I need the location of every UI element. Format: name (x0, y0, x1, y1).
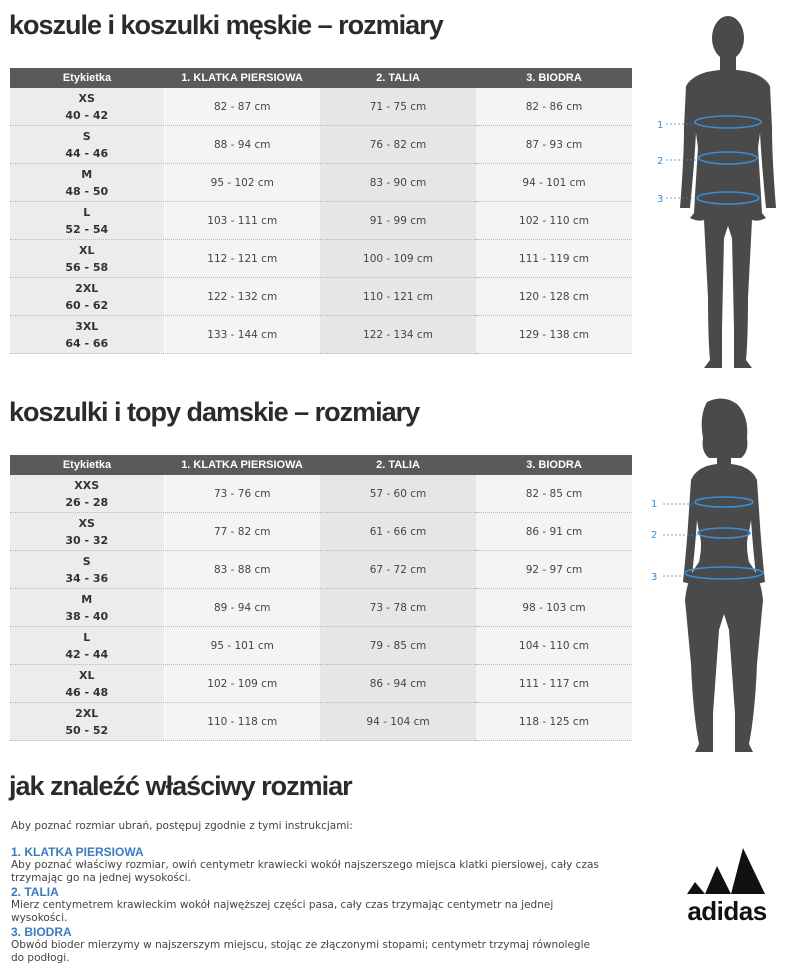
table-row (10, 475, 632, 513)
chest-cell: 73 - 76 cm (164, 475, 320, 513)
size-label-cell (10, 88, 164, 126)
size-eu: 30 - 32 (65, 533, 109, 547)
hips-cell: 118 - 125 cm (476, 703, 632, 741)
hips-cell: 82 - 86 cm (476, 88, 632, 126)
men-size-title: koszule i koszulki męskie – rozmiary (9, 10, 443, 40)
waist-cell: 94 - 104 cm (320, 703, 476, 741)
size-code: XS (78, 91, 95, 105)
hips-cell: 111 - 117 cm (476, 665, 632, 703)
hips-cell: 86 - 91 cm (476, 513, 632, 551)
size-label-cell (10, 316, 164, 354)
size-eu: 34 - 36 (65, 571, 109, 585)
women-size-table (10, 455, 632, 741)
chest-cell: 103 - 111 cm (164, 202, 320, 240)
size-code: 3XL (75, 319, 99, 333)
step-label-hips: 3. BIODRA (11, 925, 72, 939)
waist-cell: 73 - 78 cm (320, 589, 476, 627)
table-row (10, 240, 632, 278)
waist-cell: 110 - 121 cm (320, 278, 476, 316)
step-text-chest: Aby poznać właściwy rozmiar, owiń centymetr krawiecki wokół najszerszego miejsca klatki piersiowej, cały czas trzymając go na jednej wysokości. (11, 859, 599, 884)
size-label-cell (10, 240, 164, 278)
size-code: S (82, 129, 91, 143)
waist-cell: 91 - 99 cm (320, 202, 476, 240)
step-label-chest: 1. KLATKA PIERSIOWA (11, 845, 144, 859)
logo-wordmark: adidas (687, 896, 767, 926)
waist-cell: 100 - 109 cm (320, 240, 476, 278)
chest-cell: 110 - 118 cm (164, 703, 320, 741)
col-header-chest: 1. KLATKA PIERSIOWA (164, 68, 320, 88)
hips-cell: 120 - 128 cm (476, 278, 632, 316)
table-row (10, 589, 632, 627)
waist-cell: 61 - 66 cm (320, 513, 476, 551)
waist-cell: 86 - 94 cm (320, 665, 476, 703)
size-eu: 52 - 54 (65, 222, 109, 236)
col-header-waist: 2. TALIA (320, 68, 476, 88)
table-row (10, 316, 632, 354)
chest-cell: 88 - 94 cm (164, 126, 320, 164)
table-row (10, 164, 632, 202)
size-label-cell (10, 513, 164, 551)
size-label-cell (10, 164, 164, 202)
size-eu: 56 - 58 (65, 260, 109, 274)
size-eu: 42 - 44 (65, 647, 109, 661)
size-code: XL (79, 243, 95, 257)
table-row (10, 88, 632, 126)
chest-cell: 112 - 121 cm (164, 240, 320, 278)
guide-intro: Aby poznać rozmiar ubrań, postępuj zgodnie z tymi instrukcjami: (11, 820, 353, 832)
chest-cell: 95 - 102 cm (164, 164, 320, 202)
waist-cell: 67 - 72 cm (320, 551, 476, 589)
chest-cell: 82 - 87 cm (164, 88, 320, 126)
marker-3: 3 (657, 194, 664, 205)
chest-cell: 133 - 144 cm (164, 316, 320, 354)
hips-cell: 102 - 110 cm (476, 202, 632, 240)
chest-cell: 89 - 94 cm (164, 589, 320, 627)
col-header-label: Etykietka (10, 68, 164, 88)
marker-2: 2 (657, 156, 664, 167)
size-code: XS (78, 516, 95, 530)
size-eu: 64 - 66 (65, 336, 109, 350)
hips-cell: 104 - 110 cm (476, 627, 632, 665)
hips-cell: 98 - 103 cm (476, 589, 632, 627)
size-eu: 46 - 48 (65, 685, 109, 699)
chest-cell: 83 - 88 cm (164, 551, 320, 589)
female-body-figure (645, 394, 785, 756)
size-eu: 60 - 62 (65, 298, 109, 312)
size-eu: 38 - 40 (65, 609, 109, 623)
size-code: XXS (74, 478, 100, 492)
hips-cell: 92 - 97 cm (476, 551, 632, 589)
table-row (10, 278, 632, 316)
size-label-cell (10, 703, 164, 741)
table-header-row (10, 455, 632, 475)
chest-cell: 77 - 82 cm (164, 513, 320, 551)
waist-cell: 122 - 134 cm (320, 316, 476, 354)
size-code: XL (79, 668, 95, 682)
table-row (10, 126, 632, 164)
waist-cell: 83 - 90 cm (320, 164, 476, 202)
guide-steps (11, 845, 651, 965)
size-label-cell (10, 627, 164, 665)
men-size-table (10, 68, 632, 354)
marker-2: 2 (651, 530, 658, 541)
col-header-hips: 3. BIODRA (476, 455, 632, 475)
size-label-cell (10, 475, 164, 513)
women-size-title: koszulki i topy damskie – rozmiary (9, 397, 420, 427)
col-header-chest: 1. KLATKA PIERSIOWA (164, 455, 320, 475)
size-code: M (81, 167, 93, 181)
table-row (10, 551, 632, 589)
hips-cell: 94 - 101 cm (476, 164, 632, 202)
size-eu: 40 - 42 (65, 108, 109, 122)
size-eu: 26 - 28 (65, 495, 109, 509)
marker-3: 3 (651, 572, 658, 583)
size-eu: 50 - 52 (65, 723, 109, 737)
marker-1: 1 (657, 120, 664, 131)
chest-cell: 122 - 132 cm (164, 278, 320, 316)
step-text-waist: Mierz centymetrem krawieckim wokół najwęższej części pasa, cały czas trzymając centymetr na jednej wysokości. (11, 899, 554, 924)
hips-cell: 82 - 85 cm (476, 475, 632, 513)
size-label-cell (10, 278, 164, 316)
hips-cell: 129 - 138 cm (476, 316, 632, 354)
size-label-cell (10, 551, 164, 589)
waist-cell: 57 - 60 cm (320, 475, 476, 513)
chest-cell: 95 - 101 cm (164, 627, 320, 665)
table-row (10, 665, 632, 703)
size-label-cell (10, 126, 164, 164)
hips-cell: 111 - 119 cm (476, 240, 632, 278)
col-header-hips: 3. BIODRA (476, 68, 632, 88)
size-code: S (82, 554, 91, 568)
size-eu: 48 - 50 (65, 184, 109, 198)
col-header-label: Etykietka (10, 455, 164, 475)
male-body-figure (648, 8, 788, 373)
col-header-waist: 2. TALIA (320, 455, 476, 475)
table-header-row (10, 68, 632, 88)
table-row (10, 202, 632, 240)
hips-cell: 87 - 93 cm (476, 126, 632, 164)
size-code: 2XL (75, 281, 99, 295)
chest-cell: 102 - 109 cm (164, 665, 320, 703)
step-text-hips: Obwód bioder mierzymy w najszerszym miejscu, stojąc ze złączonymi stopami; centymetr trzymaj równolegle do podłogi. (11, 939, 590, 964)
guide-title: jak znaleźć właściwy rozmiar (9, 771, 352, 801)
size-code: M (81, 592, 93, 606)
size-code: 2XL (75, 706, 99, 720)
table-row (10, 703, 632, 741)
size-label-cell (10, 665, 164, 703)
waist-cell: 71 - 75 cm (320, 88, 476, 126)
table-row (10, 627, 632, 665)
adidas-logo (665, 842, 789, 927)
size-code: L (83, 630, 91, 644)
step-label-waist: 2. TALIA (11, 885, 59, 899)
waist-cell: 79 - 85 cm (320, 627, 476, 665)
size-label-cell (10, 202, 164, 240)
size-code: L (83, 205, 91, 219)
waist-cell: 76 - 82 cm (320, 126, 476, 164)
size-eu: 44 - 46 (65, 146, 109, 160)
table-row (10, 513, 632, 551)
size-label-cell (10, 589, 164, 627)
marker-1: 1 (651, 499, 658, 510)
